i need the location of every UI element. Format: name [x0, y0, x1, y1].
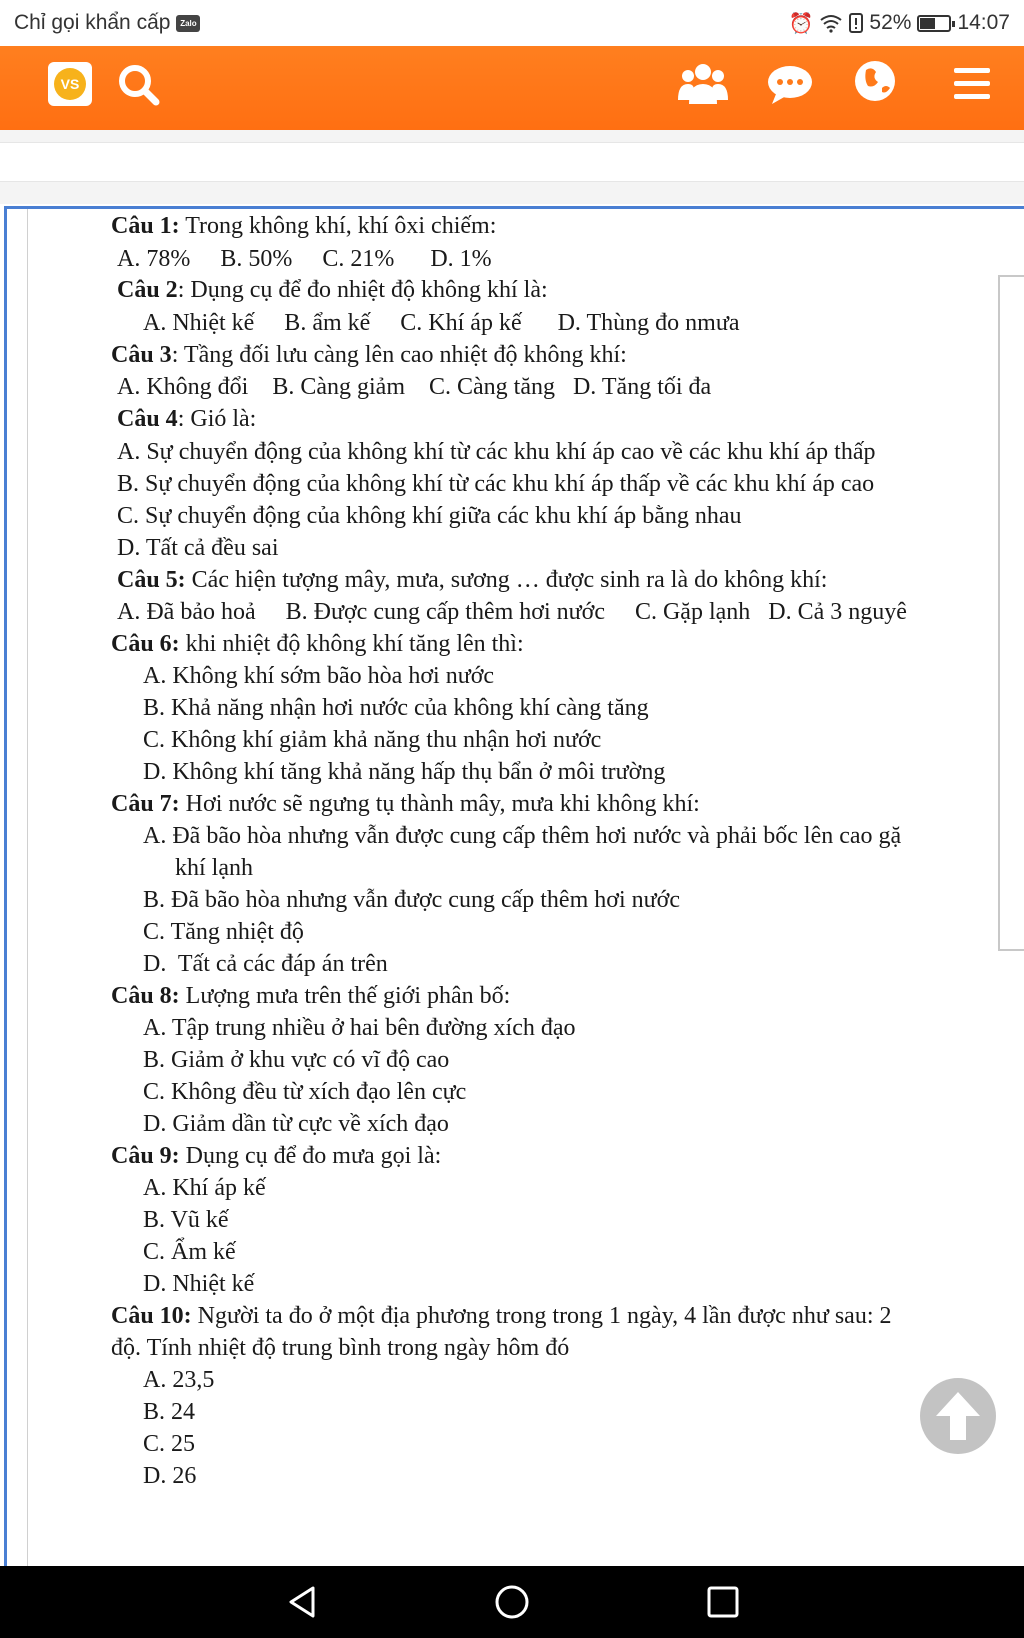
question-6-option-d: D. Không khí tăng khả năng hấp thụ bẩn ở môi trường	[143, 759, 666, 785]
question-10-continued: độ. Tính nhiệt độ trung bình trong ngày hôm đó	[111, 1335, 570, 1361]
question-10-option-b: B. 24	[143, 1399, 196, 1425]
question-9-option-c: C. Ẩm kế	[143, 1239, 236, 1265]
question-1: Câu 1: Trong không khí, khí ôxi chiếm:	[111, 213, 497, 239]
sim-alert-icon	[849, 13, 863, 33]
question-8-option-d: D. Giảm dần từ cực về xích đạo	[143, 1111, 449, 1137]
question-3-options: A. Không đổi B. Càng giảm C. Càng tăng D. Tăng tối đa	[117, 374, 712, 400]
document-scrollbar[interactable]	[998, 275, 1024, 951]
question-1-options: A. 78% B. 50% C. 21% D. 1%	[117, 246, 492, 272]
question-9: Câu 9: Dụng cụ để đo mưa gọi là:	[111, 1143, 442, 1169]
recent-apps-icon[interactable]	[706, 1585, 740, 1619]
question-4: Câu 4: Gió là:	[117, 406, 257, 432]
alarm-icon: ⏰	[788, 12, 814, 35]
sub-bar	[0, 130, 1024, 204]
arrow-up-icon	[920, 1378, 996, 1454]
question-4-option-a: A. Sự chuyển động của không khí từ các khu khí áp cao về các khu khí áp thấp	[117, 439, 876, 465]
question-5-options: A. Đã bảo hoả B. Được cung cấp thêm hơi nước C. Gặp lạnh D. Cả 3 nguyê	[117, 599, 907, 625]
battery-icon	[917, 15, 951, 32]
question-9-option-b: B. Vũ kế	[143, 1207, 229, 1233]
status-left	[14, 11, 200, 35]
question-10-option-a: A. 23,5	[143, 1367, 215, 1393]
scroll-to-top-button[interactable]	[920, 1378, 996, 1454]
question-2: Câu 2: Dụng cụ để đo nhiệt độ không khí là:	[117, 277, 548, 303]
question-10-option-c: C. 25	[143, 1431, 196, 1457]
question-4-option-c: C. Sự chuyển động của không khí giữa các khu khí áp bằng nhau	[117, 503, 742, 529]
menu-icon[interactable]	[952, 64, 992, 104]
question-6-option-a: A. Không khí sớm bão hòa hơi nước	[143, 663, 495, 689]
question-6: Câu 6: khi nhiệt độ không khí tăng lên thì:	[111, 631, 524, 657]
carrier-text: Chỉ gọi khẩn cấp	[14, 11, 171, 34]
question-4-option-b: B. Sự chuyển động của không khí từ các khu khí áp thấp về các khu khí áp cao	[117, 471, 875, 497]
chat-icon[interactable]	[766, 60, 814, 108]
search-icon[interactable]	[116, 62, 162, 108]
question-7-option-d: D. Tất cả các đáp án trên	[143, 951, 388, 977]
question-10-option-d: D. 26	[143, 1463, 197, 1489]
question-5: Câu 5: Các hiện tượng mây, mưa, sương … được sinh ra là do không khí:	[117, 567, 828, 593]
question-8-option-a: A. Tập trung nhiều ở hai bên đường xích đạo	[143, 1015, 576, 1041]
app-bar	[0, 46, 1024, 130]
question-8-option-c: C. Không đều từ xích đạo lên cực	[143, 1079, 467, 1105]
navigation-bar	[0, 1566, 1024, 1638]
question-2-options: A. Nhiệt kế B. ẩm kế C. Khí áp kế D. Thùng đo nmưa	[143, 310, 740, 336]
question-7-option-a: A. Đã bão hòa nhưng vẫn được cung cấp thêm hơi nước và phải bốc lên cao gặ	[143, 823, 902, 849]
question-9-option-d: D. Nhiệt kế	[143, 1271, 255, 1297]
document-viewer[interactable]	[4, 206, 1024, 1566]
back-icon[interactable]	[285, 1584, 321, 1620]
clock: 14:07	[957, 11, 1010, 34]
status-right	[789, 11, 1011, 36]
question-7-option-a-continued: khí lạnh	[175, 855, 253, 881]
sub-bar-strip	[0, 142, 1024, 182]
question-6-option-b: B. Khả năng nhận hơi nước của không khí càng tăng	[143, 695, 649, 721]
question-4-option-d: D. Tất cả đều sai	[117, 535, 279, 561]
question-6-option-c: C. Không khí giảm khả năng thu nhận hơi nước	[143, 727, 602, 753]
question-10: Câu 10: Người ta đo ở một địa phương trong trong 1 ngày, 4 lần được như sau: 2	[111, 1303, 892, 1329]
logo-mark: VS	[54, 68, 86, 100]
friends-icon[interactable]	[678, 58, 728, 108]
question-3: Câu 3: Tầng đối lưu càng lên cao nhiệt độ không khí:	[111, 342, 627, 368]
zalo-notification-icon: Zalo	[176, 15, 200, 32]
question-7-option-c: C. Tăng nhiệt độ	[143, 919, 304, 945]
status-bar	[0, 0, 1024, 46]
home-icon[interactable]	[494, 1584, 530, 1620]
question-8-option-b: B. Giảm ở khu vực có vĩ độ cao	[143, 1047, 450, 1073]
wifi-icon	[819, 13, 843, 33]
globe-icon[interactable]	[852, 58, 898, 104]
app-logo[interactable]	[48, 62, 92, 106]
question-7-option-b: B. Đã bão hòa nhưng vẫn được cung cấp thêm hơi nước	[143, 887, 680, 913]
battery-fill	[920, 18, 935, 29]
question-7: Câu 7: Hơi nước sẽ ngưng tụ thành mây, mưa khi không khí:	[111, 791, 700, 817]
question-8: Câu 8: Lượng mưa trên thế giới phân bố:	[111, 983, 511, 1009]
page-margin-line	[27, 209, 28, 1566]
battery-percent: 52%	[869, 11, 912, 34]
question-9-option-a: A. Khí áp kế	[143, 1175, 266, 1201]
